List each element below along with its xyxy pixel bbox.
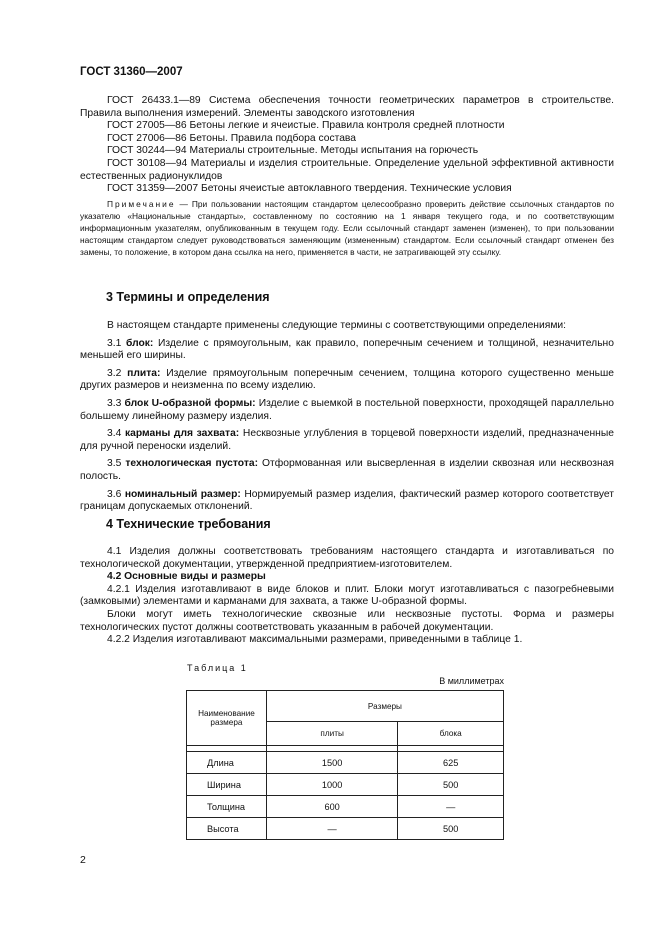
column-header-group: Размеры bbox=[266, 691, 503, 722]
term-name: блок: bbox=[125, 337, 154, 349]
row-plate-value: 1000 bbox=[266, 774, 397, 796]
term-text: Изделие с прямоугольным, как правило, поперечным сечением и толщиной, незначительно меньшей его ширины. bbox=[80, 337, 614, 362]
table-row bbox=[187, 796, 504, 818]
row-plate-value: 1500 bbox=[266, 752, 397, 774]
section-4-heading: 4 Технические требования bbox=[106, 517, 271, 531]
row-plate-value: — bbox=[266, 818, 397, 840]
term-number: 3.2 bbox=[107, 367, 122, 379]
page-number: 2 bbox=[80, 854, 86, 866]
document-header: ГОСТ 31360—2007 bbox=[80, 66, 183, 78]
note-label: Примечание bbox=[107, 199, 176, 209]
reference-item: ГОСТ 27005—86 Бетоны легкие и ячеистые. Правила контроля средней плотности bbox=[107, 120, 505, 132]
term-text: Изделие с выемкой в постельной поверхности, проходящей параллельно большему линейному размеру изделия. bbox=[80, 397, 614, 422]
term-number: 3.1 bbox=[107, 337, 122, 349]
clause-4-2-2: 4.2.2 Изделия изготавливают максимальными размерами, приведенными в таблице 1. bbox=[107, 634, 523, 646]
term-definition bbox=[80, 368, 614, 393]
note-paragraph bbox=[80, 198, 614, 258]
row-name: Высота bbox=[187, 818, 267, 840]
table-header-row bbox=[187, 691, 504, 722]
term-name: блок U-образной формы: bbox=[124, 397, 256, 409]
column-header-plate: плиты bbox=[266, 722, 397, 746]
clause-4-2-1-continued: Блоки могут иметь технологические сквозные или несквозные пустоты. Форма и размеры технологических пустот должны соответствовать указанным в рабочей документации. bbox=[80, 608, 614, 633]
term-name: номинальный размер: bbox=[124, 488, 241, 500]
table-row bbox=[187, 818, 504, 840]
term-text: Нормируемый размер изделия, фактический размер которого соответствует границам допускаемых отклонений. bbox=[80, 488, 614, 513]
term-number: 3.3 bbox=[107, 397, 122, 409]
term-number: 3.4 bbox=[107, 428, 122, 440]
term-name: плита: bbox=[127, 367, 161, 379]
table-row bbox=[187, 774, 504, 796]
row-plate-value: 600 bbox=[266, 796, 397, 818]
term-definition bbox=[80, 489, 614, 514]
term-name: технологическая пустота: bbox=[125, 458, 259, 470]
term-number: 3.5 bbox=[107, 458, 122, 470]
dimensions-table bbox=[186, 690, 504, 840]
row-block-value: 625 bbox=[398, 752, 504, 774]
normative-references bbox=[80, 95, 614, 196]
row-name: Толщина bbox=[187, 796, 267, 818]
row-block-value: 500 bbox=[398, 774, 504, 796]
clause-4-2-1: 4.2.1 Изделия изготавливают в виде блоков и плит. Блоки могут изготавливаться с пазогребневыми (замковыми) элементами и карманами для захвата, а также U-образной формы. bbox=[80, 583, 614, 608]
reference-item: ГОСТ 30108—94 Материалы и изделия строительные. Определение удельной эффективной активности естественных радионуклидов bbox=[80, 157, 614, 182]
clause-4-1: 4.1 Изделия должны соответствовать требованиям настоящего стандарта и изготавливаться по технологической документации, утвержденной предприятием-изготовителем. bbox=[80, 546, 614, 570]
column-header-name: Наименование размера bbox=[187, 691, 267, 746]
term-text: Отформованная или высверленная в изделии сквозная или несквозная полость. bbox=[80, 458, 614, 482]
reference-item: ГОСТ 27006—86 Бетоны. Правила подбора состава bbox=[107, 132, 357, 144]
section-3-intro: В настоящем стандарте применены следующие термины с соответствующими определениями: bbox=[107, 320, 567, 331]
section-3-heading: 3 Термины и определения bbox=[106, 290, 270, 304]
column-header-block: блока bbox=[398, 722, 504, 746]
reference-item: ГОСТ 31359—2007 Бетоны ячеистые автоклавного твердения. Технические условия bbox=[107, 183, 512, 195]
table-row bbox=[187, 752, 504, 774]
note-text: — При пользовании настоящим стандартом целесообразно проверить действие ссылочных стандартов по указателю «Национальные стандарты», составленному по состоянию на 1 января текущего года, и по соответствующим информационным указателям, опубликованным в текущем году. Если ссылочный стандарт заменен (изменен), то при пользовании настоящим стандартом следует руководствоваться заменяющим (измененным) стандартом. Если ссылочный стандарт отменен без замены, то положение, в котором дана ссылка на него, применяется в части, не затрагивающей эту ссылку. bbox=[80, 199, 614, 257]
term-definition bbox=[80, 458, 614, 483]
term-number: 3.6 bbox=[107, 488, 122, 500]
table-caption: Таблица 1 bbox=[187, 663, 248, 673]
reference-item: ГОСТ 30244—94 Материалы строительные. Методы испытания на горючесть bbox=[107, 145, 479, 157]
term-definition bbox=[80, 338, 614, 363]
term-definition bbox=[80, 398, 614, 423]
row-block-value: 500 bbox=[398, 818, 504, 840]
term-text: Изделие прямоугольным поперечным сечением, толщина которого существенно меньше других размеров и неизменна по всему изделию. bbox=[80, 367, 614, 392]
term-text: Несквозные углубления в торцевой поверхности изделий, предназначенные для ручной переноски изделий. bbox=[80, 428, 614, 452]
clause-4-2-heading: 4.2 Основные виды и размеры bbox=[107, 571, 266, 583]
section-4-body bbox=[80, 546, 614, 647]
term-definition bbox=[80, 428, 614, 453]
section-3-body bbox=[80, 320, 614, 514]
row-name: Длина bbox=[187, 752, 267, 774]
row-name: Ширина bbox=[187, 774, 267, 796]
reference-item: ГОСТ 26433.1—89 Система обеспечения точности геометрических параметров в строительстве. Правила выполнения измерений. Элементы заводского изготовления bbox=[80, 95, 614, 119]
term-name: карманы для захвата: bbox=[125, 428, 240, 440]
table-units: В миллиметрах bbox=[439, 676, 504, 686]
row-block-value: — bbox=[398, 796, 504, 818]
